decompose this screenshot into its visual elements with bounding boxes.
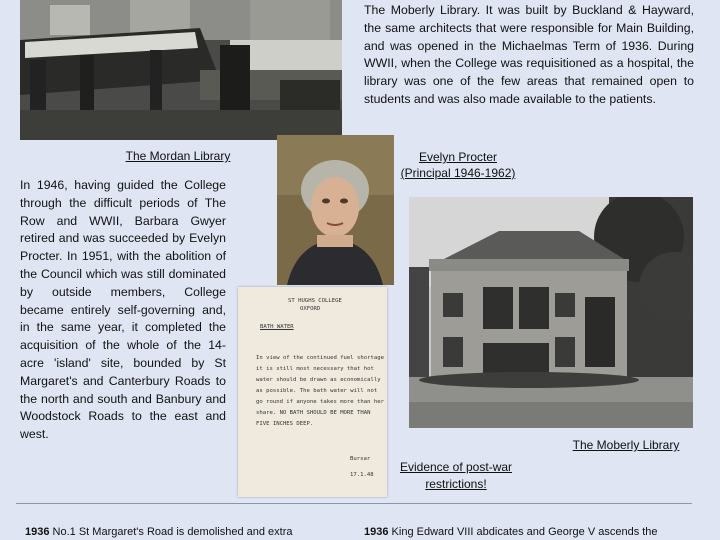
memo-body-line: it is still most necessary that hot [256, 366, 374, 372]
evidence-caption-line-2: restrictions! [425, 477, 487, 491]
timeline-entry-right [364, 526, 658, 538]
evidence-caption-line-1: Evidence of post-war [399, 460, 513, 474]
procter-caption-name: Evelyn Procter [418, 150, 498, 164]
timeline-text: No.1 St Margaret's Road is demolished and extra [52, 526, 293, 538]
memo-signoff: Bursar [350, 456, 371, 462]
timeline-year: 1936 [364, 526, 389, 538]
memo-body-line: FIVE INCHES DEEP. [256, 421, 314, 427]
memo-body-line: go round if anyone takes more than her [256, 399, 384, 405]
memo-title: BATH WATER [260, 324, 294, 330]
memo-header-2: OXFORD [300, 306, 321, 312]
mordan-library-caption: The Mordan Library [125, 149, 231, 163]
bath-water-memo [238, 287, 387, 497]
section-divider [16, 503, 692, 504]
moberly-library-photo [409, 197, 693, 428]
memo-body-line: In view of the continued fuel shortage [256, 355, 384, 361]
moberly-library-caption: The Moberly Library [572, 438, 680, 452]
timeline-text: King Edward VIII abdicates and George V ascends the [391, 526, 658, 538]
memo-body-line: as possible. The bath water will not [256, 388, 378, 394]
timeline-entry-left [25, 526, 293, 538]
timeline-year: 1936 [25, 526, 50, 538]
memo-body-line: share. NO BATH SHOULD BE MORE THAN [256, 410, 371, 416]
procter-history-paragraph: In 1946, having guided the College through the difficult periods of The Row and WWII, Barbara Gwyer retired and was succeeded by Evelyn Procter. In 1951, with the abolition of the Council which was still dominated by outside members, College became entirely self-governing and, in the same year, it completed the acquisition of the whole of the 14-acre 'island' site, bounded by St Margaret's and Canterbury Roads to the north and south and Banbury and Woodstock Roads to the east and west. [20, 178, 226, 442]
memo-date: 17.1.48 [350, 472, 374, 478]
mordan-library-photo [20, 0, 342, 140]
procter-caption-role: (Principal 1946-1962) [400, 166, 516, 180]
memo-body-line: water should be drawn as economically [256, 377, 381, 383]
evelyn-procter-portrait [277, 135, 394, 285]
moberly-intro-paragraph: The Moberly Library. It was built by Buckland & Hayward, the same architects that were responsible for Main Building, and was opened in the Michaelmas Term of 1936. During WWII, when the College was requisitioned as a hospital, the library was one of the few areas that remained open to students and was also made available to the patients. [364, 3, 694, 106]
memo-header-1: ST HUGHS COLLEGE [288, 298, 342, 304]
